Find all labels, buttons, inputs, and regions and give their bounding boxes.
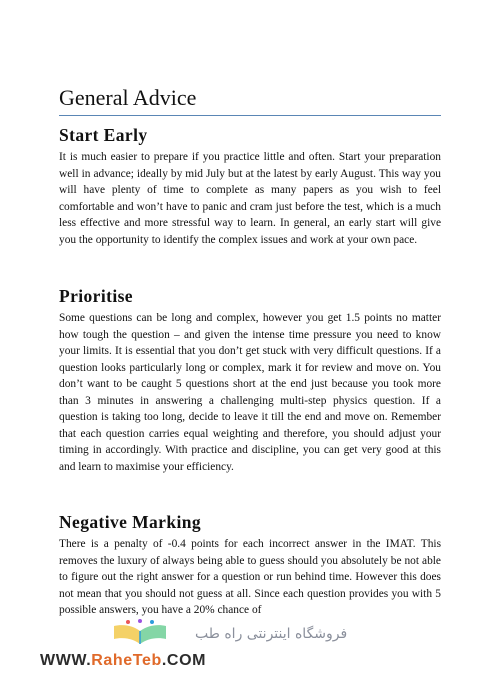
chapter-title: General Advice: [59, 85, 197, 110]
watermark-url[interactable]: [40, 652, 206, 670]
title-rule: [59, 115, 441, 116]
watermark-url-suffix: .COM: [161, 652, 207, 669]
section-spacer: [59, 475, 441, 511]
section-prioritise: [59, 285, 441, 475]
section-negative-marking: [59, 511, 441, 619]
section-start-early: [59, 124, 441, 248]
watermark: [40, 618, 460, 688]
section-spacer: [59, 248, 441, 285]
section-heading-negative-marking: Negative Marking: [59, 512, 201, 532]
watermark-persian-text: فروشگاه اینترنتی راه طب: [195, 626, 348, 642]
section-heading-prioritise: Prioritise: [59, 286, 133, 306]
section-body-negative-marking: There is a penalty of -0.4 points for each incorrect answer in the IMAT. This removes the luxury of always being able to guess should you absolutely be not able to figure out the right answer for a question or run behind time. However this does not mean that you should not guess at all. Since each question provides you with 5 possible answers, you have a 20% chance of: [59, 538, 441, 616]
section-body-prioritise: Some questions can be long and complex, however you get 1.5 points no matter how tough the question – and given the intense time pressure you need to know your limits. It is essential that you don’t get stuck with very difficult questions. If a question looks particularly long or complex, mark it for review and move on. You don’t want to be caught 5 questions short at the end just because you took more than 3 minutes in answering a challenging multi-step physics question. If a question is taking too long, decide to leave it till the end and move on. Remember that each question carries equal weighting and therefore, you should adjust your timing in accordingly. With practice and discipline, you can get very good at this and learn to maximise your efficiency.: [59, 312, 441, 473]
section-heading-start-early: Start Early: [59, 125, 148, 145]
open-book-icon: [110, 618, 170, 648]
watermark-url-brand: RaheTeb: [91, 652, 162, 669]
document-page: [59, 84, 441, 619]
section-body-start-early: It is much easier to prepare if you practice little and often. Start your preparation well in advance; ideally by mid July but at the latest by early August. This way you will have plenty of time to complete as many papers as you wish to feel comfortable and won’t have to panic and cram just before the test, which is a much less effective and more stressful way to learn. In general, an early start will give you the opportunity to identify the complex issues and work at your own pace.: [59, 151, 441, 246]
watermark-url-prefix: WWW.: [40, 652, 92, 669]
